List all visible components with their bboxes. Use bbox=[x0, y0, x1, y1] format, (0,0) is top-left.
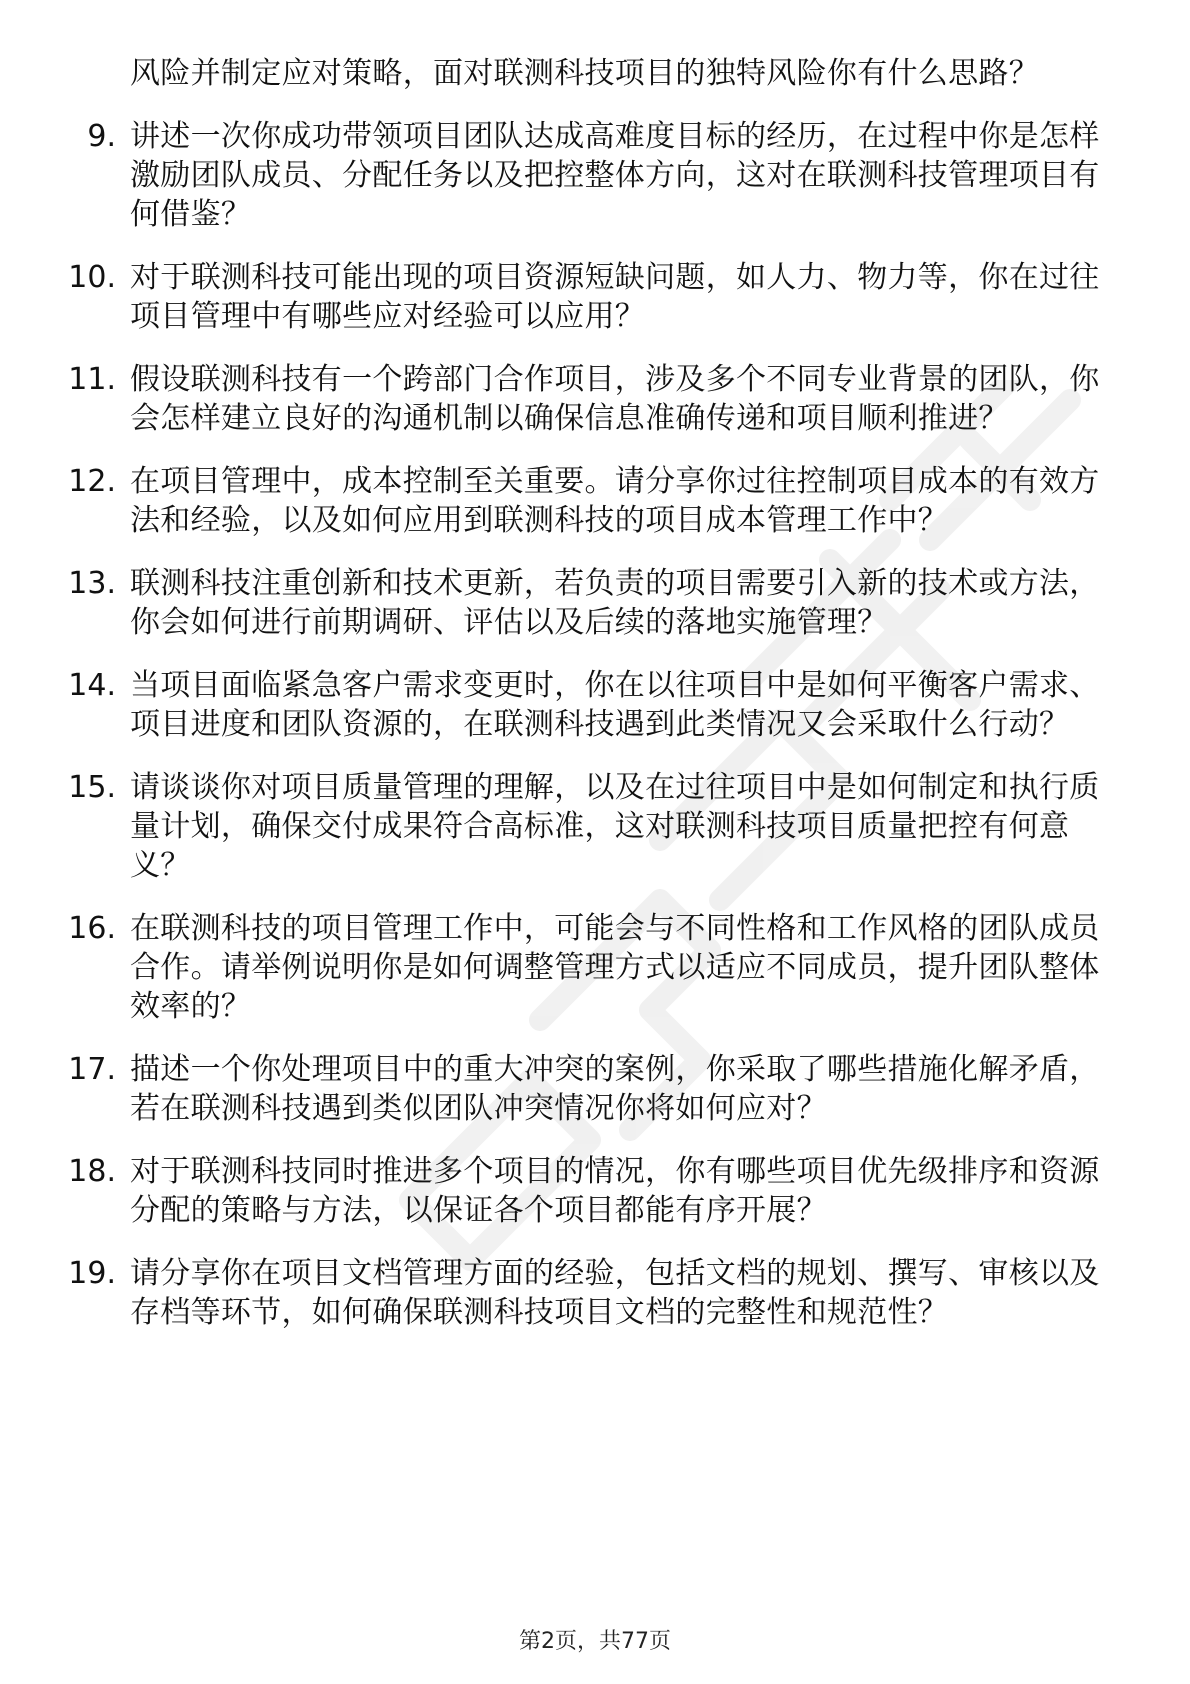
item-number: 18. bbox=[68, 1154, 116, 1189]
item-text: 请谈谈你对项目质量管理的理解，以及在过往项目中是如何制定和执行质量计划，确保交付成果符合高标准，这对联测科技项目质量把控有何意义？ bbox=[130, 770, 1100, 883]
list-item bbox=[66, 768, 1116, 885]
item-text: 对于联测科技同时推进多个项目的情况，你有哪些项目优先级排序和资源分配的策略与方法，以保证各个项目都能有序开展？ bbox=[130, 1154, 1100, 1228]
list-item bbox=[66, 117, 1116, 234]
item-number: 12. bbox=[68, 464, 116, 499]
question-list bbox=[66, 54, 1116, 1356]
list-item bbox=[66, 666, 1116, 744]
page-number: 第2页，共77页 bbox=[519, 1629, 671, 1654]
item-number: 16. bbox=[68, 911, 116, 946]
item-number: 17. bbox=[68, 1052, 116, 1087]
item-text: 请分享你在项目文档管理方面的经验，包括文档的规划、撰写、审核以及存档等环节，如何确保联测科技项目文档的完整性和规范性？ bbox=[130, 1256, 1100, 1330]
list-item bbox=[66, 1152, 1116, 1230]
item-number: 9. bbox=[87, 119, 116, 154]
item-text: 联测科技注重创新和技术更新，若负责的项目需要引入新的技术或方法，你会如何进行前期调研、评估以及后续的落地实施管理？ bbox=[130, 566, 1100, 640]
item-text: 当项目面临紧急客户需求变更时，你在以往项目中是如何平衡客户需求、项目进度和团队资源的，在联测科技遇到此类情况又会采取什么行动？ bbox=[130, 668, 1100, 742]
item-number: 11. bbox=[68, 362, 116, 397]
list-item bbox=[66, 360, 1116, 438]
item-text: 假设联测科技有一个跨部门合作项目，涉及多个不同专业背景的团队，你会怎样建立良好的沟通机制以确保信息准确传递和项目顺利推进？ bbox=[130, 362, 1100, 436]
item-text: 在项目管理中，成本控制至关重要。请分享你过往控制项目成本的有效方法和经验，以及如何应用到联测科技的项目成本管理工作中？ bbox=[130, 464, 1100, 538]
list-item bbox=[66, 1050, 1116, 1128]
item-number: 10. bbox=[68, 260, 116, 295]
continued-text: 风险并制定应对策略，面对联测科技项目的独特风险你有什么思路？ bbox=[130, 56, 1039, 91]
list-item bbox=[66, 1254, 1116, 1332]
item-number: 19. bbox=[68, 1256, 116, 1291]
item-text: 在联测科技的项目管理工作中，可能会与不同性格和工作风格的团队成员合作。请举例说明你是如何调整管理方式以适应不同成员，提升团队整体效率的？ bbox=[130, 911, 1100, 1024]
item-text: 讲述一次你成功带领项目团队达成高难度目标的经历，在过程中你是怎样激励团队成员、分配任务以及把控整体方向，这对在联测科技管理项目有何借鉴？ bbox=[130, 119, 1100, 232]
item-text: 描述一个你处理项目中的重大冲突的案例，你采取了哪些措施化解矛盾，若在联测科技遇到类似团队冲突情况你将如何应对？ bbox=[130, 1052, 1100, 1126]
list-item bbox=[66, 564, 1116, 642]
item-text: 对于联测科技可能出现的项目资源短缺问题，如人力、物力等，你在过往项目管理中有哪些应对经验可以应用？ bbox=[130, 260, 1100, 334]
list-item bbox=[66, 462, 1116, 540]
continued-paragraph bbox=[66, 54, 1116, 93]
item-number: 13. bbox=[68, 566, 116, 601]
list-item bbox=[66, 909, 1116, 1026]
item-number: 14. bbox=[68, 668, 116, 703]
item-number: 15. bbox=[68, 770, 116, 805]
list-item bbox=[66, 258, 1116, 336]
